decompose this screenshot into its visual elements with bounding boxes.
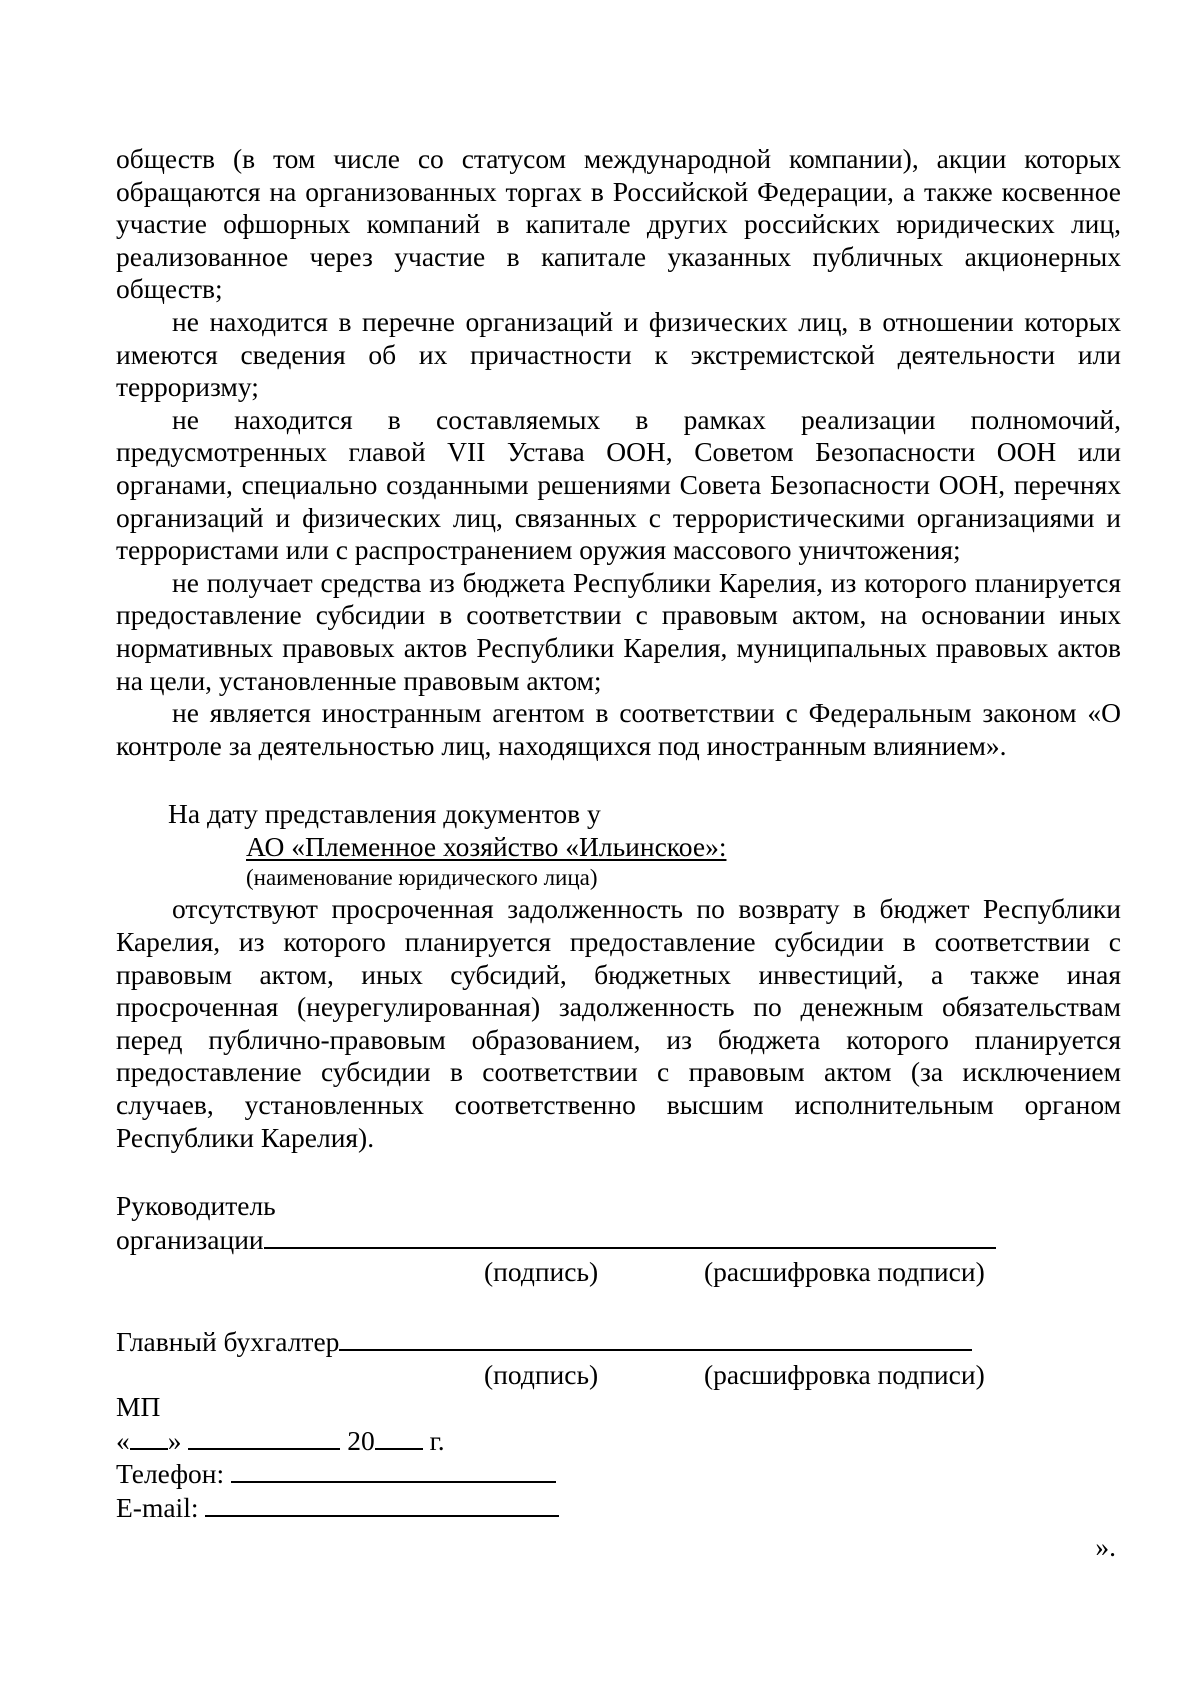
seal-label: МП	[116, 1391, 161, 1423]
email-field[interactable]	[205, 1491, 559, 1517]
org-name-caption: (наименование юридического лица)	[246, 865, 598, 891]
paragraph-budget-funds: не получает средства из бюджета Республики Карелия, из которого планируется предоставление субсидии в соответствии с правовым актом, на основании иных нормативных правовых актов Республики Карелия, муниципальных правовых актов на цели, установленные правовым актом;	[116, 566, 1121, 696]
decode-caption: (расшифровка подписи)	[704, 1358, 985, 1390]
date-open-quote: «	[116, 1424, 130, 1456]
spacer	[116, 762, 1121, 798]
spacer	[116, 1289, 1121, 1325]
date-year-prefix: 20	[347, 1424, 375, 1456]
accountant-signature-block	[116, 1325, 1121, 1391]
date-year-field[interactable]	[375, 1424, 423, 1450]
decode-caption: (расшифровка подписи)	[704, 1256, 985, 1288]
accountant-signature-field[interactable]	[339, 1325, 972, 1351]
document-page	[116, 143, 1121, 1563]
org-name-line	[116, 831, 1121, 864]
paragraph-offshore: обществ (в том числе со статусом международной компании), акции которых обращаются на организованных торгах в Российской Федерации, а также косвенное участие офшорных компаний в капитале других российских юридических лиц, реализованное через участие в капитале указанных публичных акционерных обществ;	[116, 143, 1121, 305]
paragraph-un-list: не находится в составляемых в рамках реализации полномочий, предусмотренных главой VII Устава ООН, Советом Безопасности ООН или органами, специально созданными решениями Совета Безопасности ООН, перечнях организаций и физических лиц, связанных с террористическими организациями и террористами или с распространением оружия массового уничтожения;	[116, 403, 1121, 566]
phone-field[interactable]	[231, 1457, 556, 1483]
spacer	[116, 1154, 1121, 1190]
date-year-suffix: г.	[429, 1424, 445, 1456]
email-line	[116, 1491, 1121, 1525]
closing-mark-row	[116, 1531, 1121, 1564]
date-day-field[interactable]	[130, 1424, 168, 1450]
paragraph-foreign-agent: не является иностранным агентом в соответствии с Федеральным законом «О контроле за деятельностью лиц, находящихся под иностранным влиянием».	[116, 697, 1121, 761]
head-label: организации	[116, 1223, 264, 1255]
paragraph-no-debt: отсутствуют просроченная задолженность по возврату в бюджет Республики Карелия, из которого планируется предоставление субсидии в соответствии с правовым актом, иных субсидий, бюджетных инвестиций, а также иная просроченная (неурегулированная) задолженность по денежным обязательствам перед публично-правовым образованием, из бюджета которого планируется предоставление субсидии в соответствии с правовым актом (за исключением случаев, установленных соответственно высшим исполнительным органом Республики Карелия).	[116, 893, 1121, 1153]
head-signature-captions	[116, 1256, 1121, 1289]
email-label: E-mail:	[116, 1491, 199, 1523]
closing-mark: ».	[1095, 1530, 1116, 1562]
head-signature-field[interactable]	[264, 1223, 996, 1249]
date-month-field[interactable]	[188, 1424, 340, 1450]
signature-caption: (подпись)	[484, 1256, 599, 1288]
accountant-line	[116, 1325, 1121, 1359]
accountant-label: Главный бухгалтер	[116, 1326, 340, 1357]
signature-caption: (подпись)	[484, 1358, 599, 1390]
date-intro-line: На дату представления документов у	[168, 798, 601, 830]
head-label-line-2	[116, 1223, 1121, 1257]
date-line	[116, 1424, 1121, 1458]
date-close-quote: »	[167, 1424, 182, 1456]
paragraph-extremism-list: не находится в перечне организаций и физических лиц, в отношении которых имеются сведения об их причастности к экстремистской деятельности или терроризму;	[116, 305, 1121, 403]
phone-line	[116, 1457, 1121, 1491]
accountant-signature-captions	[116, 1359, 1121, 1392]
head-label-line-1: Руководитель	[116, 1190, 276, 1222]
organization-name: АО «Племенное хозяйство «Ильинское»:	[246, 830, 727, 862]
phone-label: Телефон:	[116, 1458, 225, 1490]
head-signature-block	[116, 1190, 1121, 1289]
